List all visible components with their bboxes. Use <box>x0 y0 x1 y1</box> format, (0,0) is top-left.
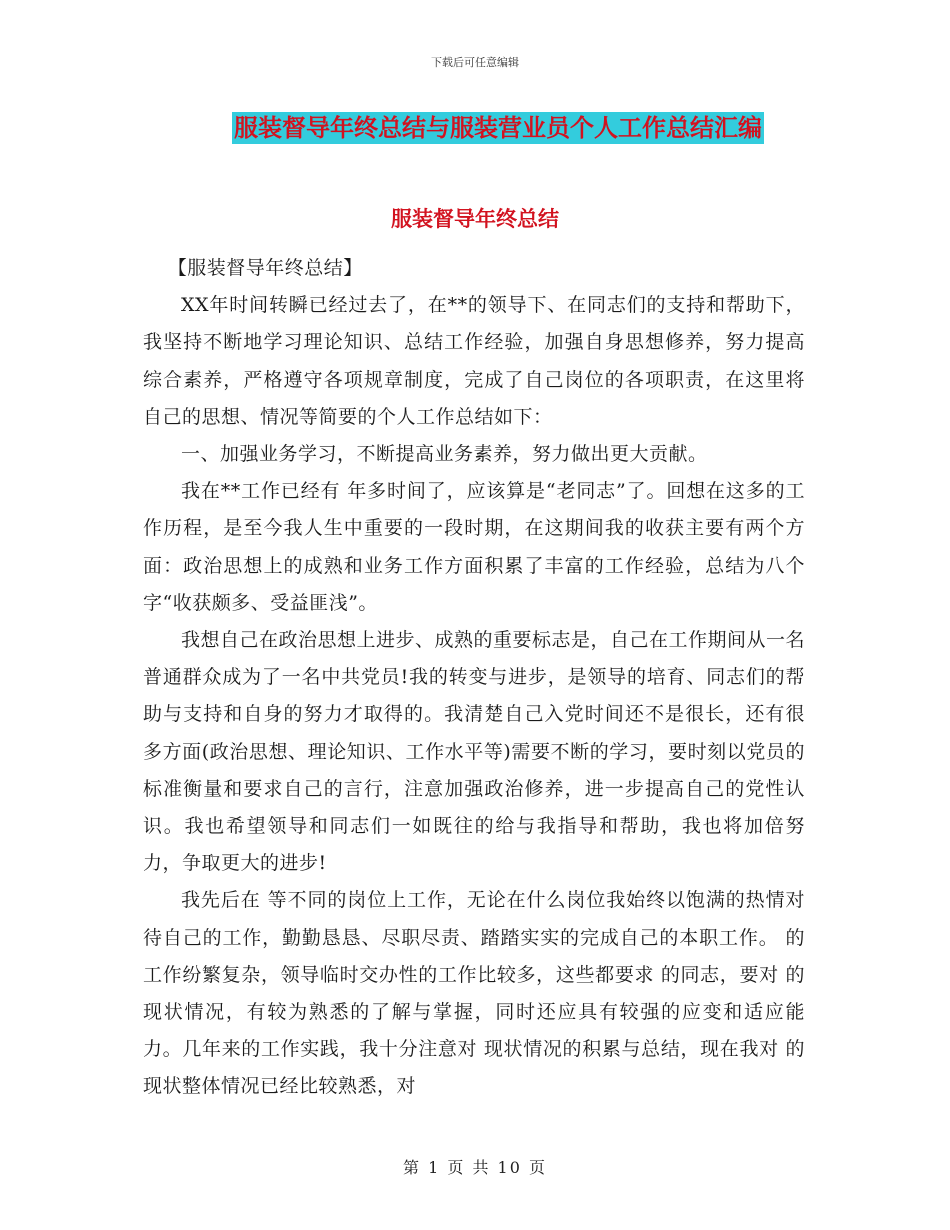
paragraph: 一、加强业务学习，不断提高业务素养，努力做出更大贡献。 <box>181 443 708 466</box>
section-title: 服装督导年终总结 <box>391 207 559 231</box>
paragraph: 我在**工作已经有 年多时间了，应该算是“老同志”了。回想在这多的工作历程，是至今我人生中重要的一段时期，在这期间我的收获主要有两个方面：政治思想上的成熟和业务工作方面积累了丰富的工作经验，总结为八个字“收获颇多、受益匪浅”。 <box>143 480 805 614</box>
paragraph: XX年时间转瞬已经过去了，在**的领导下、在同志们的支持和帮助下，我坚持不断地学习理论知识、总结工作经验，加强自身思想修养，努力提高综合素养，严格遵守各项规章制度，完成了自己岗位的各项职责，在这里将自己的思想、情况等简要的个人工作总结如下： <box>143 294 805 428</box>
paragraph: 我想自己在政治思想上进步、成熟的重要标志是，自己在工作期间从一名普通群众成为了一名中共党员!我的转变与进步，是领导的培育、同志们的帮助与支持和自身的努力才取得的。我清楚自己入党时间还不是很长，还有很多方面(政治思想、理论知识、工作水平等)需要不断的学习，要时刻以党员的标准衡量和要求自己的言行，注意加强政治修养，进一步提高自己的党性认识。我也希望领导和同志们一如既往的给与我指导和帮助，我也将加倍努力，争取更大的进步! <box>143 629 806 875</box>
page-number-footer: 第 1 页 共 10 页 <box>403 1158 547 1177</box>
document-title-text: 服装督导年终总结与服装营业员个人工作总结汇编 <box>234 114 762 142</box>
paragraph: 我先后在 等不同的岗位上工作，无论在什么岗位我始终以饱满的热情对待自己的工作，勤勤恳恳、尽职尽责、踏踏实实的完成自己的本职工作。 的工作纷繁复杂，领导临时交办性的工作比较多，这些都要求 的同志，要对 的现状情况，有较为熟悉的了解与掌握，同时还应具有较强的应变和适应能力。几年来的工作实践，我十分注意对 现状情况的积累与总结，现在我对 的现状整体情况已经比较熟悉，对 <box>143 889 805 1098</box>
header-note: 下载后可任意编辑 <box>431 56 519 69</box>
document-title <box>0 112 950 144</box>
document-body <box>143 250 805 1106</box>
paragraph-bracket-heading: 【服装督导年终总结】 <box>167 257 363 279</box>
